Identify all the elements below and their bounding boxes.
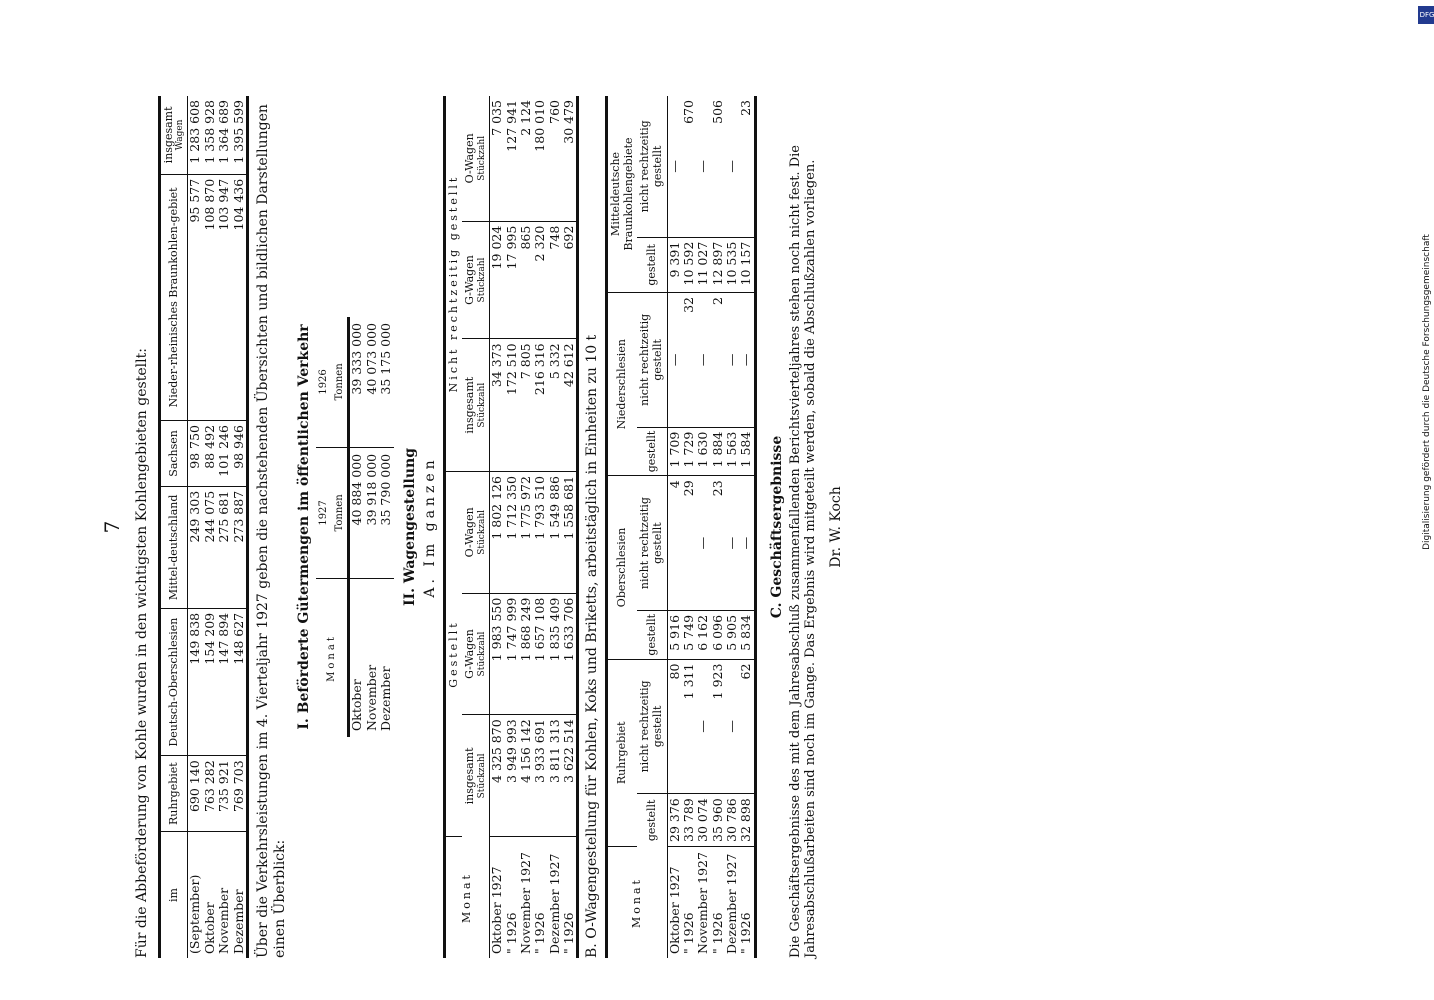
t4-cell: 1 709 bbox=[667, 427, 682, 476]
t4-cell: 12 897 bbox=[711, 237, 725, 292]
t3-cell: 1 712 350 bbox=[505, 472, 519, 594]
t3-cell: 1 793 510 bbox=[533, 472, 547, 594]
t3-row bbox=[505, 96, 519, 958]
t3-col: O-Wagen Stückzahl bbox=[462, 96, 489, 221]
t3-cell: 1 802 126 bbox=[490, 472, 505, 594]
t4-cell: 80 bbox=[667, 659, 682, 794]
t4-cell: 6 162 bbox=[696, 610, 710, 659]
o-wagon-table bbox=[605, 96, 757, 958]
t1-cell: 154 209 bbox=[203, 608, 217, 755]
t4-region: Niederschlesien bbox=[606, 293, 637, 476]
t4-region: Mitteldeutsche Braunkohlengebiete bbox=[606, 96, 637, 293]
section-b-title: B. O-Wagengestellung für Kohlen, Koks und Briketts, arbeitstäglich in Einheiten zu 10 t bbox=[584, 334, 601, 958]
digitization-credit bbox=[1422, 234, 1432, 550]
t1-body bbox=[188, 96, 248, 958]
t4-cell: 23 bbox=[711, 476, 725, 611]
t2-cell: 39 333 000 bbox=[349, 317, 365, 447]
t4-cell: 11 027 bbox=[696, 237, 710, 292]
t4-cell: — bbox=[696, 96, 710, 237]
t4-sub: gestellt bbox=[637, 427, 667, 476]
t3-cell: 7 035 bbox=[490, 96, 505, 221]
t4-sub: nicht rechtzeitig gestellt bbox=[637, 293, 667, 428]
t4-cell: — bbox=[725, 96, 739, 237]
t4-cell: — bbox=[696, 476, 710, 611]
t4-cell: 32 bbox=[682, 293, 696, 428]
subsection-a-title: A. Im ganzen bbox=[422, 456, 439, 598]
t3-cell: 748 bbox=[548, 221, 562, 339]
t2-year1: 1927 bbox=[316, 447, 332, 578]
t4-cell: 10 157 bbox=[739, 237, 755, 292]
t1-cell: 249 303 bbox=[188, 486, 203, 608]
t4-row bbox=[739, 96, 755, 958]
t4-cell: 23 bbox=[739, 96, 755, 237]
t4-cell: 29 376 bbox=[667, 794, 682, 847]
t3-cell: 865 bbox=[519, 221, 533, 339]
t4-cell: 2 bbox=[711, 293, 725, 428]
t1-unit: Wagen bbox=[175, 119, 186, 151]
t3-month-header: Monat bbox=[460, 872, 474, 923]
t3-cell: 127 941 bbox=[505, 96, 519, 221]
t4-cell: " 1926 bbox=[709, 912, 725, 954]
goods-volume-table bbox=[316, 317, 393, 737]
t3-cell: November 1927 bbox=[517, 852, 533, 954]
t4-cell: — bbox=[739, 293, 755, 428]
t1-cell: 101 246 bbox=[217, 421, 231, 487]
t1-row bbox=[188, 96, 203, 958]
t4-cell: 6 096 bbox=[711, 610, 725, 659]
t4-sub: gestellt bbox=[644, 799, 658, 842]
t4-cell: 35 960 bbox=[711, 794, 725, 847]
section-c-title: C. Geschäftsergebnisse bbox=[768, 435, 785, 619]
t4-sub: nicht rechtzeitig gestellt bbox=[637, 659, 667, 794]
t4-cell: — bbox=[739, 476, 755, 611]
t3-cell: 3 622 514 bbox=[562, 715, 578, 837]
t4-row bbox=[725, 96, 739, 958]
t2-row bbox=[365, 317, 379, 737]
t4-sub: nicht rechtzeitig gestellt bbox=[637, 96, 667, 237]
t1-cell: 104 436 bbox=[232, 174, 248, 420]
t4-cell: 30 074 bbox=[696, 794, 710, 847]
wagon-provision-table bbox=[443, 96, 580, 958]
t3-row bbox=[490, 96, 505, 958]
t1-header: Ruhrgebiet bbox=[159, 756, 188, 832]
t4-cell: 670 bbox=[682, 96, 696, 237]
t4-cell: 1 729 bbox=[682, 427, 696, 476]
coal-wagon-table bbox=[158, 96, 249, 958]
t2-cell: Oktober bbox=[349, 679, 365, 731]
t3-row bbox=[533, 96, 547, 958]
t3-col: insgesamt Stückzahl bbox=[462, 339, 489, 472]
t1-cell: (September) bbox=[187, 874, 203, 954]
t4-cell: 62 bbox=[739, 659, 755, 794]
t4-cell: 1 311 bbox=[682, 659, 696, 794]
t4-sub: gestellt bbox=[637, 610, 667, 659]
t4-cell: — bbox=[696, 659, 710, 794]
t1-cell: 148 627 bbox=[232, 608, 248, 755]
t1-cell: 98 750 bbox=[188, 421, 203, 487]
t4-row bbox=[682, 96, 696, 958]
t4-cell: 30 786 bbox=[725, 794, 739, 847]
t4-cell: 4 bbox=[667, 476, 682, 611]
t1-cell: 147 894 bbox=[217, 608, 231, 755]
t3-cell: " 1926 bbox=[561, 912, 577, 954]
t2-unit: Tonnen bbox=[332, 447, 349, 578]
t1-header: Nieder-rheinisches Braunkohlen-gebiet bbox=[159, 174, 188, 420]
t4-region: Ruhrgebiet bbox=[606, 659, 637, 846]
t4-cell: Oktober 1927 bbox=[666, 866, 682, 954]
t1-header: Mittel-deutschland bbox=[159, 486, 188, 608]
t3-cell: 1 775 972 bbox=[519, 472, 533, 594]
page-number: 7 bbox=[100, 520, 124, 534]
t2-year2: 1926 bbox=[316, 317, 332, 447]
t3-cell: 3 811 313 bbox=[548, 715, 562, 837]
t1-cell: Oktober bbox=[201, 902, 217, 954]
t4-row bbox=[696, 96, 710, 958]
t4-body bbox=[667, 96, 755, 958]
t3-cell: 760 bbox=[548, 96, 562, 221]
t1-cell: 98 946 bbox=[232, 421, 248, 487]
t4-cell: 1 884 bbox=[711, 427, 725, 476]
t3-cell: 17 995 bbox=[505, 221, 519, 339]
t3-cell: 34 373 bbox=[490, 339, 505, 472]
t4-cell: 10 592 bbox=[682, 237, 696, 292]
t3-cell: 2 124 bbox=[519, 96, 533, 221]
t4-cell: 5 749 bbox=[682, 610, 696, 659]
t1-cell: 1 358 928 bbox=[203, 96, 217, 174]
t4-cell: 1 630 bbox=[696, 427, 710, 476]
t1-cell: 273 887 bbox=[232, 486, 248, 608]
t3-col: O-Wagen Stückzahl bbox=[462, 472, 489, 594]
t2-cell: 35 790 000 bbox=[379, 447, 393, 578]
t3-cell: 1 633 706 bbox=[562, 593, 578, 715]
rotated-page bbox=[100, 96, 1210, 958]
t4-cell: — bbox=[696, 293, 710, 428]
t4-cell: — bbox=[725, 476, 739, 611]
t1-header: Deutsch-Oberschlesien bbox=[159, 608, 188, 755]
t3-body bbox=[490, 96, 578, 958]
t1-cell: 769 703 bbox=[232, 756, 248, 832]
t3-cell: 1 835 409 bbox=[548, 593, 562, 715]
t1-header: Sachsen bbox=[159, 421, 188, 487]
t4-cell: — bbox=[725, 293, 739, 428]
paragraph-overview: Über die Verkehrsleistungen im 4. Vierteljahr 1927 geben die nachstehenden Übersichten und bildlichen Darstellungen einen Überblick: bbox=[254, 104, 289, 958]
t4-cell: — bbox=[667, 96, 682, 237]
t4-cell: 9 391 bbox=[667, 237, 682, 292]
t2-cell: Dezember bbox=[378, 666, 394, 731]
t1-row bbox=[203, 96, 217, 958]
t4-cell: — bbox=[667, 293, 682, 428]
t3-cell: 30 479 bbox=[562, 96, 578, 221]
t4-sub: nicht rechtzeitig gestellt bbox=[637, 476, 667, 611]
t3-cell: 180 010 bbox=[533, 96, 547, 221]
t3-cell: 1 558 681 bbox=[562, 472, 578, 594]
t3-cell: 2 320 bbox=[533, 221, 547, 339]
t1-cell: 1 283 608 bbox=[188, 96, 203, 174]
t1-row bbox=[232, 96, 248, 958]
t4-cell: 1 923 bbox=[711, 659, 725, 794]
signature: Dr. W. Koch bbox=[827, 486, 844, 568]
paragraph-results: Die Geschäftsergebnisse des mit dem Jahresabschluß zusammenfallenden Berichtsvierteljahres stehen noch nicht fest. Die Jahresabschlußarbeiten sind noch im Gange. Das Ergebnis wird mitgeteilt werden, sobald die Abschlußzahlen vorliegen. bbox=[788, 145, 818, 958]
t1-header: im bbox=[166, 888, 180, 902]
section-2-title: II. Wagengestellung bbox=[401, 447, 418, 607]
t4-cell: " 1926 bbox=[738, 912, 754, 954]
t2-month-header: Monat bbox=[326, 634, 338, 682]
t4-cell: 29 bbox=[682, 476, 696, 611]
t4-cell: 5 834 bbox=[739, 610, 755, 659]
t2-unit: Tonnen bbox=[332, 317, 349, 447]
digitization-credit-text: Digitalisierung gefördert durch die Deutsche Forschungsgemeinschaft bbox=[1422, 234, 1432, 550]
t4-row bbox=[711, 96, 725, 958]
t1-cell: 1 364 689 bbox=[217, 96, 231, 174]
t3-cell: " 1926 bbox=[532, 912, 548, 954]
t4-cell: 1 584 bbox=[739, 427, 755, 476]
t2-cell: November bbox=[363, 664, 379, 731]
t1-cell: 149 838 bbox=[188, 608, 203, 755]
t1-row bbox=[217, 96, 231, 958]
t4-month-header: Monat bbox=[629, 877, 643, 928]
t3-cell: 172 510 bbox=[505, 339, 519, 472]
t4-cell: 506 bbox=[711, 96, 725, 237]
t3-cell: 1 983 550 bbox=[490, 593, 505, 715]
t4-cell: 1 563 bbox=[725, 427, 739, 476]
t1-cell: November bbox=[216, 887, 232, 954]
t4-cell: 10 535 bbox=[725, 237, 739, 292]
t3-row bbox=[519, 96, 533, 958]
t3-cell: 3 933 691 bbox=[533, 715, 547, 837]
t4-sub: gestellt bbox=[637, 237, 667, 292]
t1-cell: 275 681 bbox=[217, 486, 231, 608]
t3-cell: 19 024 bbox=[490, 221, 505, 339]
t1-cell: 735 921 bbox=[217, 756, 231, 832]
t1-cell: 95 577 bbox=[188, 174, 203, 420]
t3-cell: 692 bbox=[562, 221, 578, 339]
t3-cell: " 1926 bbox=[503, 912, 519, 954]
t3-cell: 1 657 108 bbox=[533, 593, 547, 715]
t3-cell: 216 316 bbox=[533, 339, 547, 472]
t4-cell: 33 789 bbox=[682, 794, 696, 847]
t3-group2: Nicht rechtzeitig gestellt bbox=[444, 96, 462, 472]
t3-col: insgesamt Stückzahl bbox=[463, 747, 487, 805]
t1-cell: 690 140 bbox=[188, 756, 203, 832]
section-1-title: I. Beförderte Gütermengen im öffentlichen Verkehr bbox=[295, 324, 312, 730]
t4-cell: Dezember 1927 bbox=[724, 853, 740, 954]
t3-group1: Gestellt bbox=[444, 472, 462, 837]
t2-body bbox=[349, 317, 394, 737]
t1-cell: 1 395 599 bbox=[232, 96, 248, 174]
t3-col: G-Wagen Stückzahl bbox=[462, 593, 489, 715]
t3-cell: 1 549 886 bbox=[548, 472, 562, 594]
t4-cell: — bbox=[725, 659, 739, 794]
t4-cell: " 1926 bbox=[680, 912, 696, 954]
t2-cell: 35 175 000 bbox=[379, 317, 393, 447]
t4-cell: November 1927 bbox=[695, 852, 711, 954]
t3-cell: 5 332 bbox=[548, 339, 562, 472]
t1-cell: 103 947 bbox=[217, 174, 231, 420]
t1-cell: 244 075 bbox=[203, 486, 217, 608]
t3-cell: 4 325 870 bbox=[490, 715, 505, 837]
dfg-logo: DFG bbox=[1418, 6, 1434, 24]
t4-region: Oberschlesien bbox=[606, 476, 637, 659]
t4-cell: 5 916 bbox=[667, 610, 682, 659]
t1-cell: Dezember bbox=[230, 889, 246, 954]
t1-cell: 88 492 bbox=[203, 421, 217, 487]
t3-row bbox=[548, 96, 562, 958]
t1-cell: 108 870 bbox=[203, 174, 217, 420]
t3-cell: 4 156 142 bbox=[519, 715, 533, 837]
t4-cell: 5 905 bbox=[725, 610, 739, 659]
t2-row bbox=[379, 317, 393, 737]
t2-cell: 40 073 000 bbox=[365, 317, 379, 447]
t1-header: insgesamt Wagen bbox=[159, 96, 188, 174]
t2-cell: 40 884 000 bbox=[349, 447, 365, 578]
t2-cell: 39 918 000 bbox=[365, 447, 379, 578]
t3-cell: Dezember 1927 bbox=[546, 853, 562, 954]
t3-cell: 42 612 bbox=[562, 339, 578, 472]
t3-cell: 7 805 bbox=[519, 339, 533, 472]
t3-cell: Oktober 1927 bbox=[489, 866, 505, 954]
t3-col: G-Wagen Stückzahl bbox=[462, 221, 489, 339]
t3-row bbox=[562, 96, 578, 958]
t3-cell: 1 747 999 bbox=[505, 593, 519, 715]
t3-cell: 1 868 249 bbox=[519, 593, 533, 715]
t4-cell: 32 898 bbox=[739, 794, 755, 847]
t1-cell: 763 282 bbox=[203, 756, 217, 832]
t2-row bbox=[349, 317, 365, 737]
intro-text: Für die Abbeförderung von Kohle wurden in den wichtigsten Kohlengebieten gestellt: bbox=[134, 348, 150, 958]
t4-row bbox=[667, 96, 682, 958]
t3-cell: 3 949 993 bbox=[505, 715, 519, 837]
